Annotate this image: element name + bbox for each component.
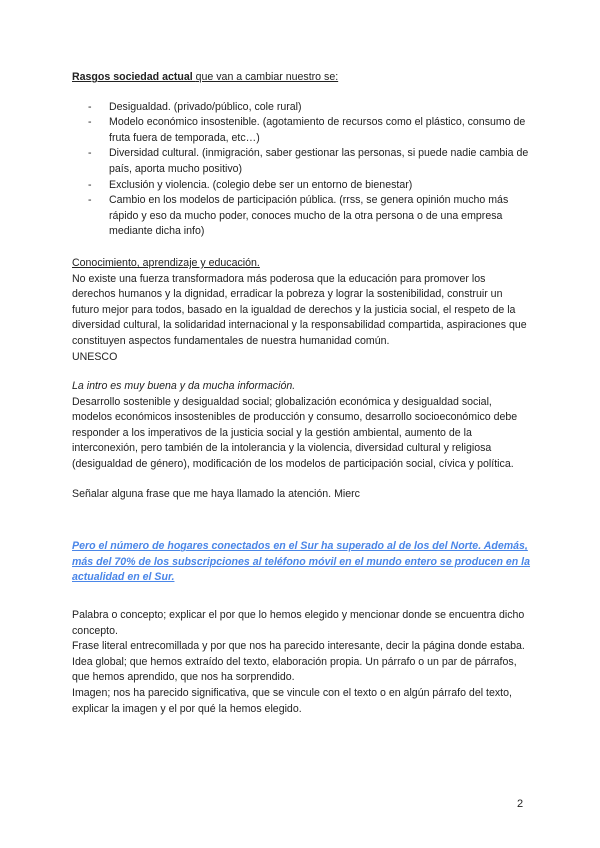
intro-body: Desarrollo sostenible y desigualdad social; globalización económica y desigualdad social, modelos económicos insostenibles de producción y consumo, desarrollo socioeconómico debe responder a los imperativos de la justicia social y la gestión ambiental, aumento de la interconexión, pero también de la intolerancia y la violencia, diversidad cultural y religiosa (desigualdad de género), modificación de los modelos de participación social, cívica y política. (72, 395, 518, 471)
highlighted-quote-link[interactable]: Pero el número de hogares conectados en el Sur ha superado al de los del Norte. Además, más del 70% de los subscripciones al teléfono móvil en el mundo entero se producen en la actualidad en el Sur. (72, 540, 531, 584)
list-item: - Exclusión y violencia. (colegio debe ser un entorno de bienestar) (88, 178, 530, 194)
conocimiento-source: UNESCO (72, 350, 118, 363)
instructions-section (72, 608, 530, 717)
list-item: - Desigualdad. (privado/público, cole rural) (88, 100, 530, 116)
list-item: - Modelo económico insostenible. (agotamiento de recursos como el plástico, consumo de fruta fuera de temporada, etc…) (88, 115, 530, 146)
rasgos-heading-rest: que van a cambiar nuestro se: (195, 71, 339, 83)
rasgos-heading (72, 70, 530, 86)
conocimiento-body: No existe una fuerza transformadora más poderosa que la educación para promover los derechos humanos y la dignidad, erradicar la pobreza y lograr la sostenibilidad, construir un futuro mejor para todos, basado en la igualdad de derechos y la justicia social, el respeto de la diversidad cultural, la solidaridad internacional y la responsabilidad compartida, aspiraciones que constituyen aspectos fundamentales de nuestra humanidad común. (72, 272, 527, 347)
intro-section (72, 379, 530, 473)
rasgos-list (72, 100, 530, 240)
intro-title: La intro es muy buena y da mucha información. (72, 380, 296, 393)
page-content (72, 70, 530, 717)
page-number: 2 (517, 798, 524, 810)
instruction-line: Idea global; que hemos extraído del texto, elaboración propia. Un párrafo o un par de párrafos, que hemos aprendido, que nos ha sorprendido. (72, 655, 517, 684)
rasgos-heading-bold: Rasgos sociedad actual (72, 71, 196, 83)
instruction-line: Frase literal entrecomillada y por que nos ha parecido interesante, decir la página donde estaba. (72, 640, 525, 653)
instruction-line: Palabra o concepto; explicar el por que lo hemos elegido y mencionar donde se encuentra dicho concepto. (72, 609, 525, 637)
list-item: - Cambio en los modelos de participación pública. (rrss, se genera opinión mucho más rápido y eso da mucho poder, conoces mucho de la otra persona o de una empresa mediante dicha info) (88, 193, 530, 240)
conocimiento-title: Conocimiento, aprendizaje y educación. (72, 256, 260, 269)
instruction-line: Imagen; nos ha parecido significativa, que se vincule con el texto o en algún párrafo del texto, explicar la imagen y el por qué la hemos elegido. (72, 687, 512, 715)
list-item: - Diversidad cultural. (inmigración, saber gestionar las personas, si puede nadie cambia de país, aporta mucho positivo) (88, 146, 530, 177)
senalar-text: Señalar alguna frase que me haya llamado la atención. Mierc (72, 487, 360, 500)
conocimiento-section (72, 256, 530, 365)
